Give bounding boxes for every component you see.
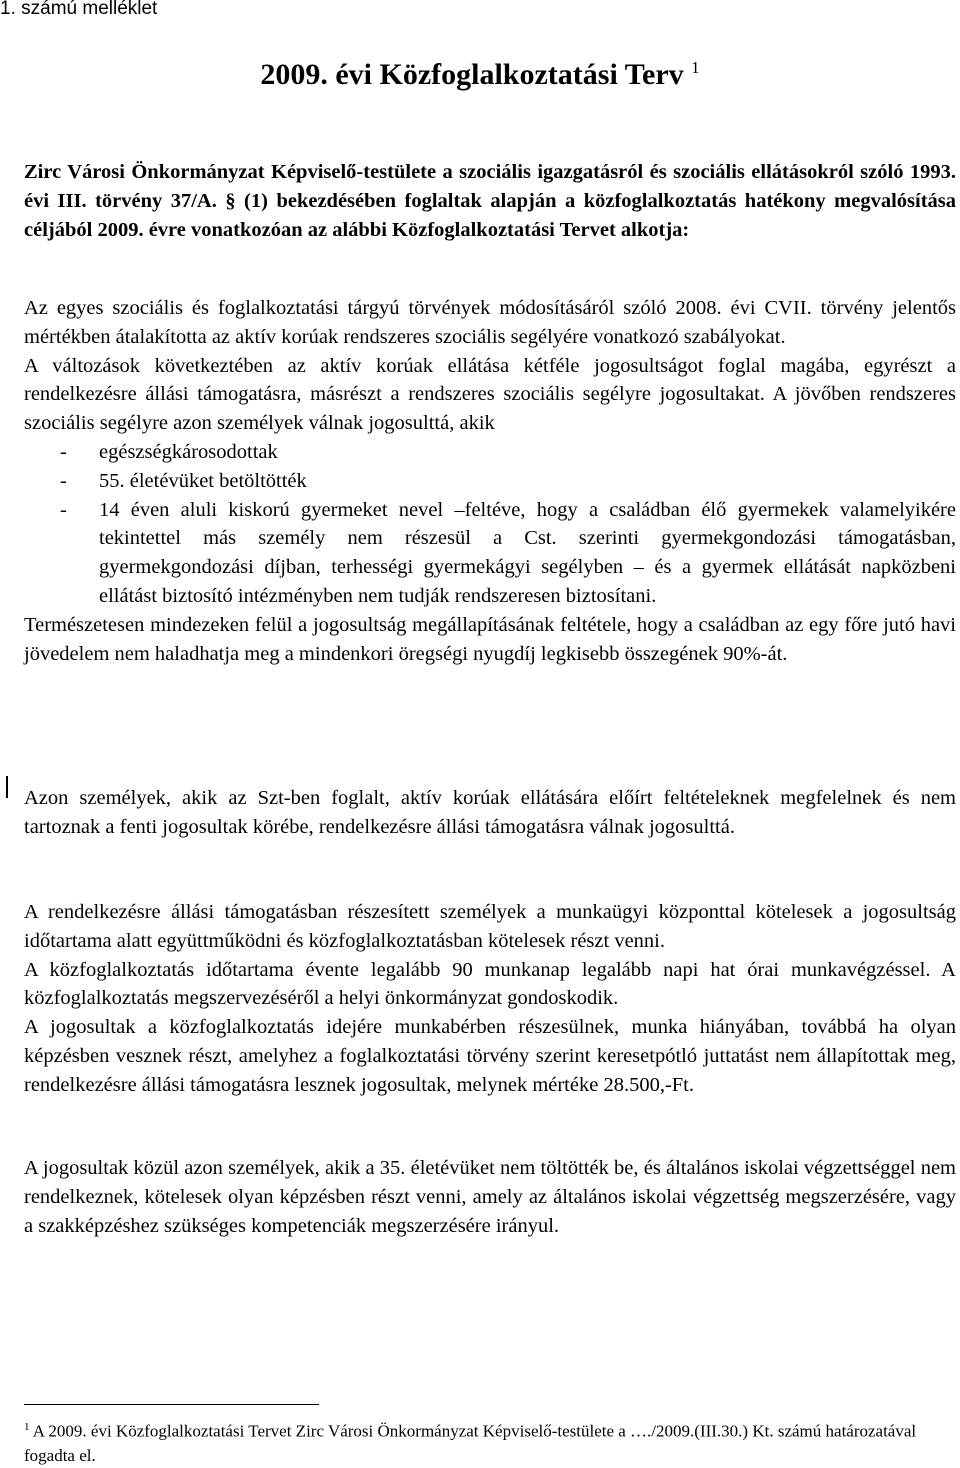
list-item xyxy=(24,496,956,611)
section-legal-changes xyxy=(24,294,956,668)
paragraph-duration: A közfoglalkoztatás időtartama évente legalább 90 munkanap legalább napi hat órai munkavégzéssel. A közfoglalkoztatás megszervezéséről a helyi önkormányzat gondoskodik. xyxy=(24,958,956,1010)
footnote xyxy=(24,1415,944,1468)
footnote-reference: 1 xyxy=(691,58,700,77)
eligibility-list xyxy=(24,438,956,611)
list-item-text: egészségkárosodottak xyxy=(99,440,278,463)
dash-bullet: - xyxy=(60,469,67,492)
paragraph-availability-support: Azon személyek, akik az Szt-ben foglalt, aktív korúak ellátására előírt feltételeknek megfelelnek és nem tartoznak a fenti jogosultak körébe, rendelkezésre állási támogatásra válnak jogosulttá. xyxy=(24,787,956,838)
paragraph-training-obligation: A jogosultak közül azon személyek, akik a 35. életévüket nem töltötték be, és általános iskolai végzettséggel nem rendelkeznek, kötelesek olyan képzésben részt venni, amely az általános iskolai végzettség megszerzésére, vagy a szakképzéshez szükséges kompetenciák megszerzésére irányul. xyxy=(24,1157,956,1237)
list-item xyxy=(24,438,956,467)
revision-bar xyxy=(6,776,8,798)
dash-bullet: - xyxy=(60,498,67,521)
list-item-text: 14 éven aluli kiskorú gyermeket nevel –feltéve, hogy a családban élő gyermekek valamelyikére tekintettel más személy nem részesül a Cst. szerinti gyermekgondozási támogatásban, gyermekgondozási díjban, terhességi gyermekágyi segélyben – és a gyermek ellátását napközbeni ellátást biztosító intézményben nem tudják rendszeresen biztosítani. xyxy=(99,498,956,607)
document-title xyxy=(0,58,960,92)
section-public-work xyxy=(24,898,956,1100)
paragraph-entitlements: A változások következtében az aktív korúak ellátása kétféle jogosultságot foglal magába, egyrészt a rendelkezésre állási támogatásra, másrészt a rendszeres szociális segélyre jogosultakat. A jövőben rendszeres szociális segélyre azon személyek válnak jogosulttá, akik xyxy=(24,354,956,435)
list-item xyxy=(24,467,956,496)
footnote-text: A 2009. évi Közfoglalkoztatási Tervet Zirc Városi Önkormányzat Képviselő-testülete a …./2009.(III.30.) Kt. számú határozatával fogadta el. xyxy=(24,1421,917,1465)
paragraph-wage: A jogosultak a közfoglalkoztatás idejére munkabérben részesülnek, munka hiányában, továbbá ha olyan képzésben vesznek részt, amelyhez a foglalkoztatási törvény szerint keresetpótló juttatást nem állapítottak meg, rendelkezésre állási támogatásra lesznek jogosultak, melynek mértéke 28.500,-Ft. xyxy=(24,1016,956,1096)
title-text: 2009. évi Közfoglalkoztatási Terv xyxy=(260,58,684,91)
paragraph-law-change: Az egyes szociális és foglalkoztatási tárgyú törvények módosításáról szóló 2008. évi CVII. törvény jelentős mértékben átalakította az aktív korúak rendszeres szociális segélyére vonatkozó szabályokat. xyxy=(24,297,956,348)
intro-paragraph: Zirc Városi Önkormányzat Képviselő-testülete a szociális igazgatásról és szociális ellátásokról szóló 1993. évi III. törvény 37/A. § (1) bekezdésében foglaltak alapján a közfoglalkoztatás hatékony megvalósítása céljából 2009. évre vonatkozóan az alábbi Közfoglalkoztatási Tervet alkotja: xyxy=(24,161,956,241)
footnote-divider xyxy=(24,1404,319,1405)
list-item-text: 55. életévüket betöltötték xyxy=(99,469,307,492)
annex-label: 1. számú melléklet xyxy=(0,0,158,19)
paragraph-income-condition: Természetesen mindezeken felül a jogosultság megállapításának feltétele, hogy a családban az egy főre jutó havi jövedelem nem haladhatja meg a mindenkori öregségi nyugdíj legkisebb összegének 90%-át. xyxy=(24,613,956,665)
dash-bullet: - xyxy=(60,440,67,463)
paragraph-cooperation: A rendelkezésre állási támogatásban részesített személyek a munkaügyi központtal kötelesek a jogosultság időtartama alatt együttműködni és közfoglalkoztatásban kötelesek részt venni. xyxy=(24,901,956,952)
footnote-mark: 1 xyxy=(24,1421,30,1433)
